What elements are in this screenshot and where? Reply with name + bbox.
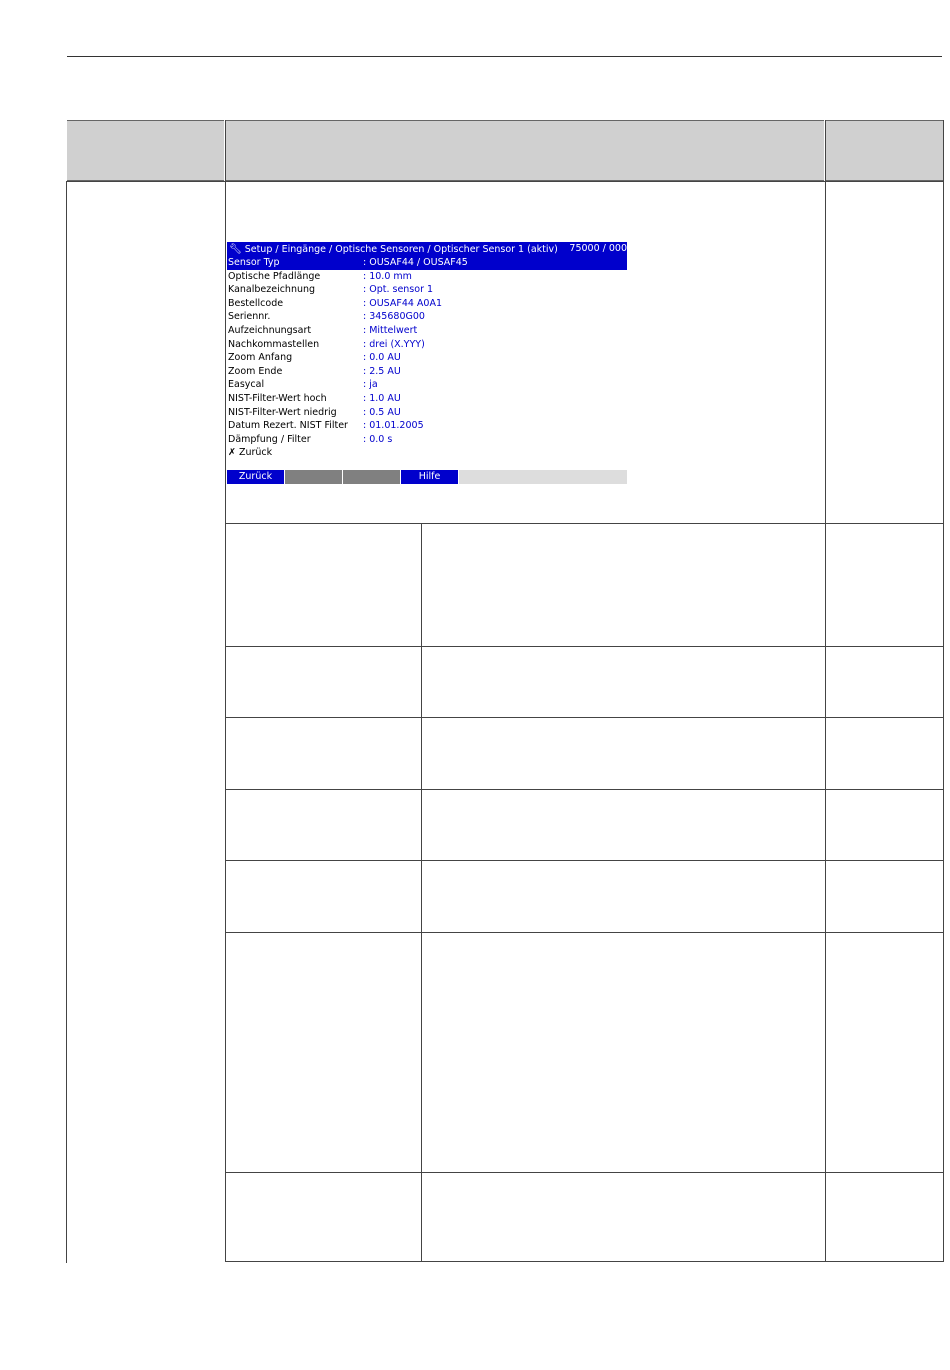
menu-item-label: Sensor Typ	[228, 257, 280, 268]
menu-item-label: Zoom Anfang	[228, 352, 293, 364]
grid-row-line	[225, 717, 944, 718]
menu-item-optische-pfadlaenge[interactable]	[227, 270, 627, 284]
softkey-zurueck[interactable]: Zurück	[227, 470, 285, 484]
menu-item-zoom-anfang[interactable]	[227, 351, 627, 365]
menu-item-datum-rezert[interactable]	[227, 419, 627, 433]
menu-item-value: : ja	[363, 379, 378, 391]
menu-item-value: : 0.5 AU	[363, 406, 401, 418]
wrench-icon: 🔧︎	[229, 243, 242, 255]
menu-item-label: Datum Rezert. NIST Filter	[228, 420, 348, 432]
menu-item-value: : Opt. sensor 1	[363, 284, 434, 296]
grid-row-line	[225, 646, 944, 647]
back-menu-item[interactable]: ✗ Zurück	[228, 447, 273, 459]
menu-item-value: : 0.0 AU	[363, 352, 401, 364]
menu-item-easycal[interactable]	[227, 378, 627, 392]
grid-line-sub	[421, 524, 422, 1262]
menu-item-label: Kanalbezeichnung	[228, 284, 316, 296]
grid-row-line	[225, 1261, 944, 1262]
menu-item-kanalbezeichnung[interactable]	[227, 283, 627, 297]
table-header-col1	[67, 120, 224, 181]
screen-title: Setup / Eingänge / Optische Sensoren / Optischer Sensor 1 (aktiv)	[244, 243, 558, 255]
page-top-rule	[67, 56, 942, 57]
menu-item-nachkommastellen[interactable]	[227, 338, 627, 352]
menu-item-nist-filter-hoch[interactable]	[227, 392, 627, 406]
menu-item-label: Seriennr.	[228, 311, 271, 323]
table-header-col2	[226, 120, 824, 181]
grid-row-line	[225, 789, 944, 790]
screen-title-bar	[227, 242, 627, 256]
menu-item-value: : 345680G00	[363, 311, 425, 323]
screen-title-code: 75000 / 000	[569, 243, 627, 254]
grid-line-left	[66, 181, 67, 1263]
menu-item-nist-filter-niedrig[interactable]	[227, 406, 627, 420]
menu-item-aufzeichnungsart[interactable]	[227, 324, 627, 338]
grid-line-col3	[825, 120, 826, 1262]
softkey-hilfe[interactable]: Hilfe	[401, 470, 459, 484]
menu-item-sensor-typ[interactable]	[227, 256, 627, 270]
softkey-bar-filler	[459, 470, 627, 484]
menu-item-label: NIST-Filter-Wert hoch	[228, 392, 327, 404]
menu-item-value: : drei (X.YYY)	[363, 338, 425, 350]
menu-item-label: Optische Pfadlänge	[228, 270, 321, 282]
menu-item-value: : Mittelwert	[363, 324, 418, 336]
menu-item-value: : 10.0 mm	[363, 270, 412, 282]
table-header-col3	[826, 120, 944, 181]
menu-item-label: Easycal	[228, 379, 265, 391]
softkey-bar	[227, 470, 627, 484]
grid-row-line	[225, 860, 944, 861]
menu-item-daempfung-filter[interactable]	[227, 433, 627, 447]
menu-item-label: NIST-Filter-Wert niedrig	[228, 406, 337, 418]
grid-line-right	[943, 120, 944, 1262]
grid-line-col2	[225, 120, 226, 1262]
softkey-3[interactable]	[343, 470, 401, 484]
menu-item-zoom-ende[interactable]	[227, 365, 627, 379]
grid-row-line	[225, 523, 944, 524]
menu-item-value: : 01.01.2005	[363, 420, 424, 432]
menu-item-label: Nachkommastellen	[228, 338, 320, 350]
menu-item-value: : 1.0 AU	[363, 392, 401, 404]
menu-item-value: : 2.5 AU	[363, 365, 401, 377]
softkey-2[interactable]	[285, 470, 343, 484]
menu-item-label: Zoom Ende	[228, 365, 283, 377]
grid-row-line	[66, 181, 944, 182]
menu-item-label: Aufzeichnungsart	[228, 324, 312, 336]
menu-item-value: : OUSAF44 A0A1	[363, 297, 443, 309]
menu-item-value: : OUSAF44 / OUSAF45	[363, 257, 468, 268]
menu-item-value: : 0.0 s	[363, 433, 393, 445]
grid-row-line	[225, 1172, 944, 1173]
grid-row-line	[225, 932, 944, 933]
menu-item-seriennr[interactable]	[227, 310, 627, 324]
menu-item-bestellcode[interactable]	[227, 297, 627, 311]
menu-item-label: Bestellcode	[228, 297, 284, 309]
device-screen	[227, 242, 627, 484]
menu-item-label: Dämpfung / Filter	[228, 433, 311, 445]
